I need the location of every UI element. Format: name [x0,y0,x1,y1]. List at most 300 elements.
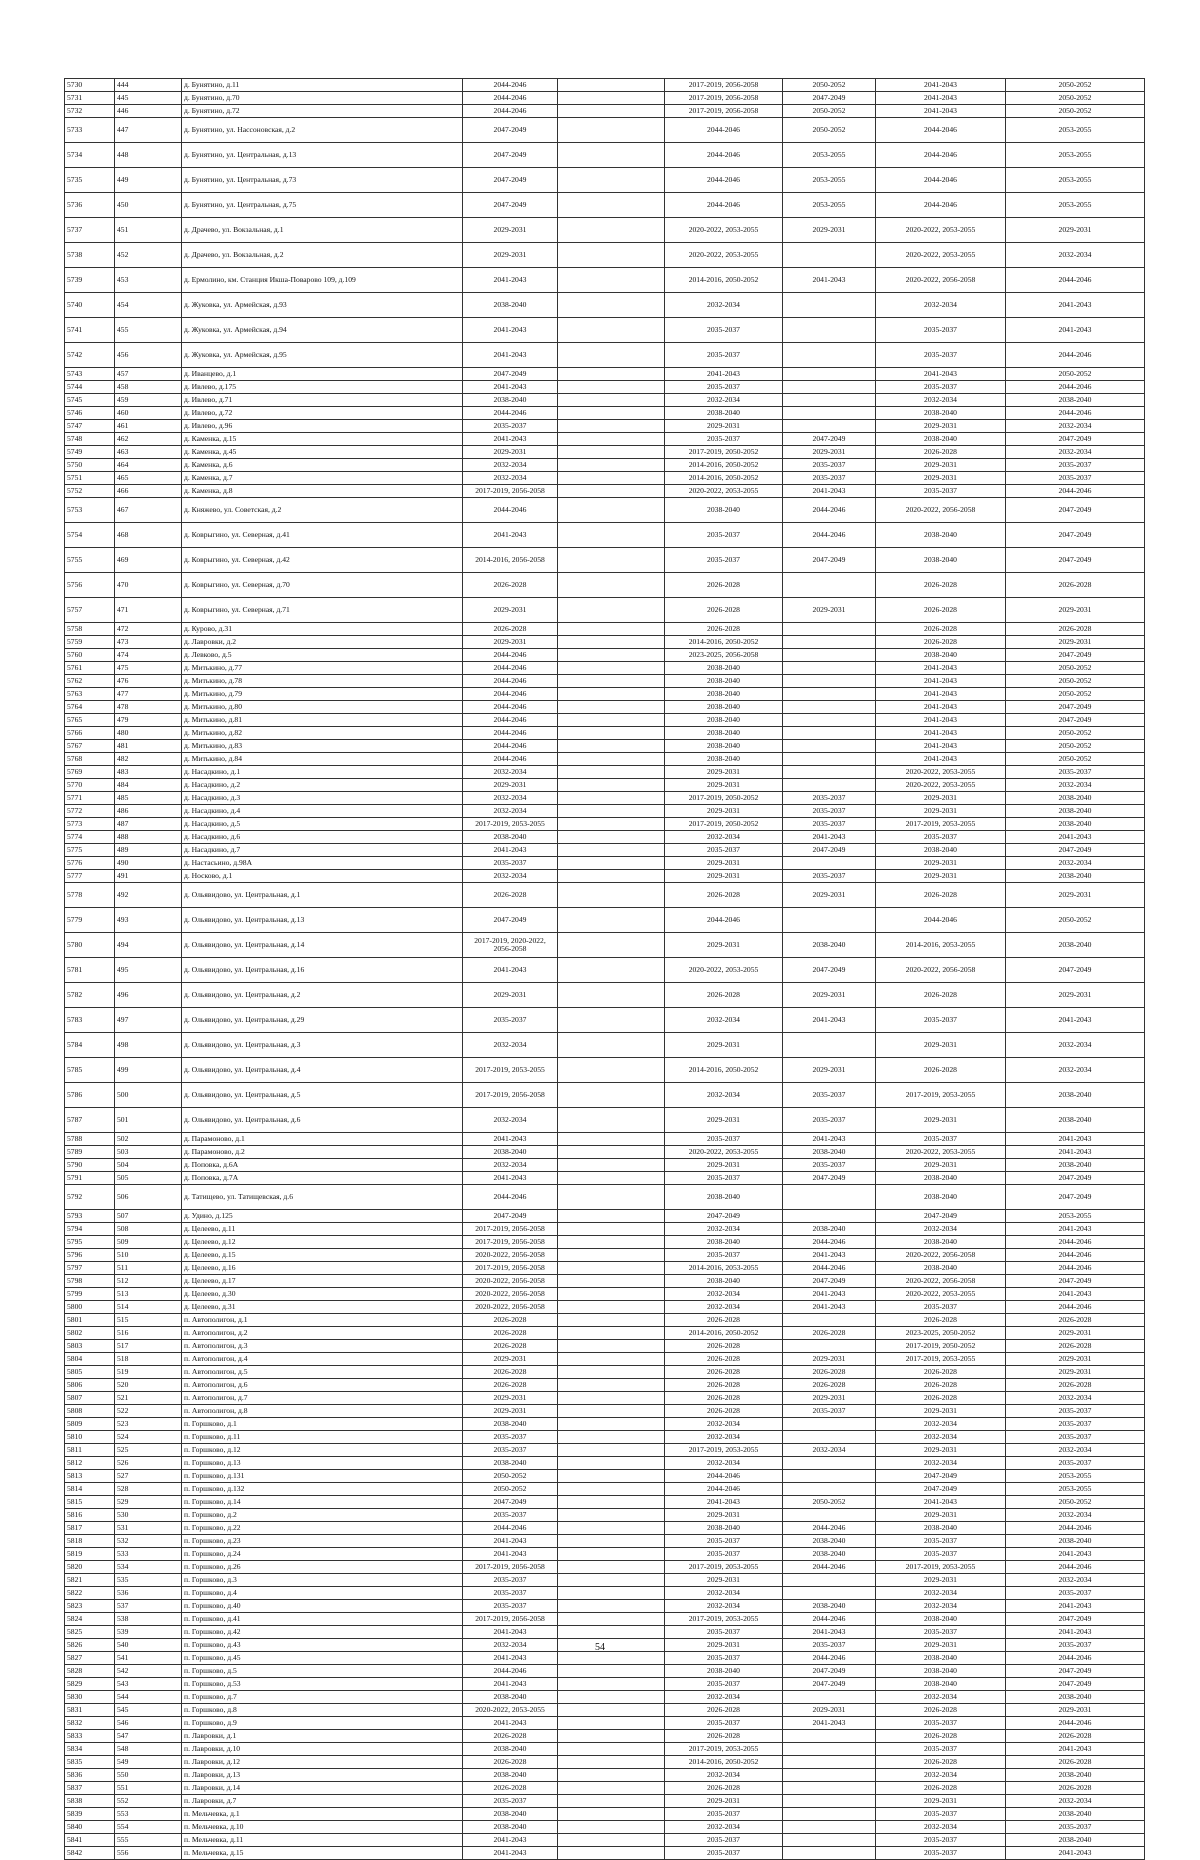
table-row [65,1834,1145,1847]
cell-period-c: 2029-2031 [665,1509,783,1522]
cell-period-b [558,394,665,407]
cell-item-number: 472 [115,623,182,636]
cell-period-f: 2053-2055 [1006,1210,1145,1223]
cell-period-d: 2029-2031 [783,1392,876,1405]
cell-item-number: 465 [115,472,182,485]
table-row [65,368,1145,381]
cell-item-number: 502 [115,1133,182,1146]
table-row [65,523,1145,548]
table-row [65,675,1145,688]
cell-period-e: 2026-2028 [876,1314,1006,1327]
cell-address: д. Насадкино, д.7 [182,844,463,857]
cell-period-b [558,1665,665,1678]
cell-period-f: 2038-2040 [1006,1535,1145,1548]
table-row [65,766,1145,779]
cell-period-d [783,857,876,870]
cell-address: д. Митькино, д.79 [182,688,463,701]
cell-row-index: 5791 [65,1172,115,1185]
cell-period-f: 2032-2034 [1006,420,1145,433]
cell-period-a: 2041-2043 [463,958,558,983]
cell-period-e: 2032-2034 [876,293,1006,318]
cell-row-index: 5784 [65,1033,115,1058]
cell-period-f: 2032-2034 [1006,1392,1145,1405]
cell-period-d [783,1821,876,1834]
cell-address: д. Ермолино, км. Станция Икша-Поварово 109, д.109 [182,268,463,293]
cell-period-c: 2044-2046 [665,168,783,193]
cell-period-f: 2029-2031 [1006,1327,1145,1340]
cell-item-number: 493 [115,908,182,933]
cell-address: д. Драчево, ул. Вокзальная, д.1 [182,218,463,243]
cell-address: п. Автополигон, д.6 [182,1379,463,1392]
cell-row-index: 5812 [65,1457,115,1470]
table-row [65,908,1145,933]
cell-period-f: 2050-2052 [1006,675,1145,688]
cell-period-e: 2035-2037 [876,343,1006,368]
cell-period-a: 2041-2043 [463,523,558,548]
cell-row-index: 5782 [65,983,115,1008]
table-row [65,1108,1145,1133]
cell-period-e: 2038-2040 [876,1613,1006,1626]
cell-period-d [783,573,876,598]
cell-item-number: 503 [115,1146,182,1159]
cell-period-f: 2035-2037 [1006,1639,1145,1652]
cell-row-index: 5758 [65,623,115,636]
cell-period-e: 2020-2022, 2053-2055 [876,779,1006,792]
cell-period-f: 2044-2046 [1006,1652,1145,1665]
cell-period-f: 2029-2031 [1006,636,1145,649]
cell-period-d: 2029-2031 [783,218,876,243]
cell-period-a: 2032-2034 [463,766,558,779]
table-row [65,1444,1145,1457]
cell-address: д. Каменка, д.8 [182,485,463,498]
cell-period-c: 2026-2028 [665,1704,783,1717]
cell-period-a: 2047-2049 [463,143,558,168]
cell-period-d: 2035-2037 [783,459,876,472]
cell-period-c: 2035-2037 [665,1626,783,1639]
cell-period-b [558,870,665,883]
cell-period-d: 2047-2049 [783,1275,876,1288]
cell-period-b [558,1704,665,1717]
cell-period-c: 2044-2046 [665,118,783,143]
cell-period-e: 2020-2022, 2056-2058 [876,1249,1006,1262]
cell-item-number: 480 [115,727,182,740]
cell-period-c: 2014-2016, 2053-2055 [665,1262,783,1275]
table-row [65,1756,1145,1769]
cell-item-number: 475 [115,662,182,675]
cell-address: д. Насадкино, д.5 [182,818,463,831]
cell-period-d: 2050-2052 [783,79,876,92]
cell-period-f: 2041-2043 [1006,1600,1145,1613]
cell-period-a: 2029-2031 [463,243,558,268]
cell-period-d: 2047-2049 [783,92,876,105]
cell-period-a: 2041-2043 [463,1535,558,1548]
cell-period-c: 2029-2031 [665,1574,783,1587]
cell-period-c: 2032-2034 [665,293,783,318]
cell-period-d [783,343,876,368]
cell-period-d: 2035-2037 [783,805,876,818]
cell-period-d: 2035-2037 [783,1159,876,1172]
cell-period-c: 2014-2016, 2050-2052 [665,1058,783,1083]
cell-address: п. Автополигон, д.5 [182,1366,463,1379]
table-row [65,105,1145,118]
cell-period-e: 2032-2034 [876,1821,1006,1834]
cell-period-c: 2032-2034 [665,1821,783,1834]
cell-address: д. Целеево, д.15 [182,1249,463,1262]
cell-address: д. Поповка, д.6А [182,1159,463,1172]
cell-period-b [558,1561,665,1574]
cell-period-a: 2041-2043 [463,343,558,368]
cell-period-e: 2041-2043 [876,368,1006,381]
cell-period-e: 2044-2046 [876,143,1006,168]
cell-period-a: 2044-2046 [463,688,558,701]
table-row [65,649,1145,662]
cell-period-b [558,118,665,143]
cell-item-number: 524 [115,1431,182,1444]
cell-item-number: 464 [115,459,182,472]
cell-address: п. Мельчевка, д.11 [182,1834,463,1847]
cell-address: п. Мельчевка, д.10 [182,1821,463,1834]
cell-period-d: 2041-2043 [783,1133,876,1146]
cell-period-a: 2044-2046 [463,740,558,753]
cell-period-b [558,1340,665,1353]
cell-address: д. Насадкино, д.1 [182,766,463,779]
cell-address: д. Ольявидово, ул. Центральная, д.1 [182,883,463,908]
cell-period-e: 2029-2031 [876,459,1006,472]
table-row [65,1405,1145,1418]
table-row [65,805,1145,818]
cell-address: п. Горшково, д.14 [182,1496,463,1509]
cell-period-a: 2026-2028 [463,573,558,598]
cell-item-number: 541 [115,1652,182,1665]
cell-period-f: 2026-2028 [1006,1379,1145,1392]
cell-period-e: 2026-2028 [876,983,1006,1008]
cell-period-a: 2041-2043 [463,1678,558,1691]
cell-item-number: 520 [115,1379,182,1392]
cell-period-e: 2044-2046 [876,908,1006,933]
table-row [65,1665,1145,1678]
cell-period-f: 2041-2043 [1006,1133,1145,1146]
cell-period-c: 2032-2034 [665,1223,783,1236]
cell-row-index: 5794 [65,1223,115,1236]
table-row [65,1379,1145,1392]
cell-row-index: 5772 [65,805,115,818]
cell-row-index: 5731 [65,92,115,105]
cell-period-b [558,485,665,498]
cell-period-c: 2026-2028 [665,1379,783,1392]
cell-period-c: 2038-2040 [665,498,783,523]
cell-period-f: 2032-2034 [1006,857,1145,870]
cell-period-c: 2017-2019, 2050-2052 [665,792,783,805]
cell-item-number: 467 [115,498,182,523]
cell-row-index: 5743 [65,368,115,381]
cell-address: п. Автополигон, д.1 [182,1314,463,1327]
cell-period-e: 2026-2028 [876,1366,1006,1379]
cell-period-b [558,598,665,623]
cell-period-f: 2053-2055 [1006,1483,1145,1496]
cell-period-d: 2053-2055 [783,168,876,193]
cell-row-index: 5792 [65,1185,115,1210]
cell-period-f: 2047-2049 [1006,1678,1145,1691]
cell-row-index: 5821 [65,1574,115,1587]
cell-period-a: 2038-2040 [463,293,558,318]
cell-row-index: 5837 [65,1782,115,1795]
cell-item-number: 481 [115,740,182,753]
cell-period-a: 2029-2031 [463,636,558,649]
cell-period-e: 2026-2028 [876,1058,1006,1083]
cell-period-e: 2035-2037 [876,1008,1006,1033]
cell-period-a: 2032-2034 [463,805,558,818]
cell-period-b [558,446,665,459]
cell-period-e: 2017-2019, 2050-2052 [876,1340,1006,1353]
cell-period-c: 2035-2037 [665,343,783,368]
cell-period-d [783,701,876,714]
cell-period-f: 2044-2046 [1006,268,1145,293]
cell-period-a: 2032-2034 [463,792,558,805]
cell-row-index: 5776 [65,857,115,870]
cell-item-number: 449 [115,168,182,193]
cell-period-e: 2017-2019, 2053-2055 [876,818,1006,831]
cell-period-b [558,1548,665,1561]
cell-address: п. Горшково, д.43 [182,1639,463,1652]
cell-address: д. Бунятино, ул. Нассоновская, д.2 [182,118,463,143]
cell-period-d [783,1483,876,1496]
table-row [65,1418,1145,1431]
cell-period-b [558,381,665,394]
cell-row-index: 5756 [65,573,115,598]
cell-item-number: 483 [115,766,182,779]
cell-address: д. Митькино, д.84 [182,753,463,766]
cell-period-b [558,727,665,740]
cell-period-a: 2041-2043 [463,381,558,394]
cell-period-d [783,368,876,381]
cell-row-index: 5806 [65,1379,115,1392]
cell-period-a: 2035-2037 [463,1795,558,1808]
cell-period-d: 2041-2043 [783,1717,876,1730]
table-row [65,1146,1145,1159]
cell-period-c: 2044-2046 [665,193,783,218]
cell-period-b [558,1626,665,1639]
cell-period-e: 2038-2040 [876,844,1006,857]
cell-period-b [558,1743,665,1756]
cell-period-f: 2029-2031 [1006,1704,1145,1717]
table-row [65,446,1145,459]
cell-period-f: 2047-2049 [1006,958,1145,983]
cell-item-number: 491 [115,870,182,883]
cell-period-e: 2029-2031 [876,1795,1006,1808]
cell-period-e: 2029-2031 [876,1405,1006,1418]
cell-period-c: 2035-2037 [665,1535,783,1548]
cell-period-f: 2038-2040 [1006,1108,1145,1133]
cell-period-b [558,1509,665,1522]
cell-period-c: 2038-2040 [665,407,783,420]
cell-address: д. Митькино, д.82 [182,727,463,740]
cell-period-a: 2047-2049 [463,168,558,193]
table-row [65,983,1145,1008]
cell-period-b [558,498,665,523]
cell-item-number: 507 [115,1210,182,1223]
table-row [65,1782,1145,1795]
table-row [65,844,1145,857]
cell-period-b [558,1405,665,1418]
cell-period-c: 2035-2037 [665,1548,783,1561]
cell-row-index: 5833 [65,1730,115,1743]
cell-period-f: 2050-2052 [1006,688,1145,701]
cell-row-index: 5748 [65,433,115,446]
table-row [65,459,1145,472]
cell-period-a: 2020-2022, 2053-2055 [463,1704,558,1717]
table-row [65,498,1145,523]
cell-period-e: 2038-2040 [876,1172,1006,1185]
table-row [65,79,1145,92]
cell-period-d [783,1769,876,1782]
cell-period-b [558,1457,665,1470]
cell-period-c: 2044-2046 [665,1470,783,1483]
cell-period-f: 2050-2052 [1006,908,1145,933]
cell-address: п. Горшково, д.23 [182,1535,463,1548]
cell-period-b [558,818,665,831]
cell-period-d: 2029-2031 [783,1058,876,1083]
cell-period-e: 2038-2040 [876,1652,1006,1665]
cell-period-d: 2029-2031 [783,883,876,908]
table-row [65,318,1145,343]
cell-row-index: 5801 [65,1314,115,1327]
cell-period-b [558,701,665,714]
cell-period-a: 2044-2046 [463,753,558,766]
cell-item-number: 489 [115,844,182,857]
cell-address: д. Ольявидово, ул. Центральная, д.13 [182,908,463,933]
cell-period-b [558,407,665,420]
cell-row-index: 5800 [65,1301,115,1314]
cell-row-index: 5742 [65,343,115,368]
cell-period-a: 2026-2028 [463,1314,558,1327]
cell-item-number: 447 [115,118,182,143]
cell-item-number: 501 [115,1108,182,1133]
cell-item-number: 534 [115,1561,182,1574]
cell-period-d: 2029-2031 [783,1704,876,1717]
cell-period-f: 2029-2031 [1006,1366,1145,1379]
cell-period-d [783,1033,876,1058]
cell-period-e: 2032-2034 [876,1587,1006,1600]
cell-item-number: 540 [115,1639,182,1652]
cell-period-a: 2044-2046 [463,1185,558,1210]
cell-period-b [558,1470,665,1483]
cell-period-b [558,1327,665,1340]
cell-period-e: 2026-2028 [876,1379,1006,1392]
cell-period-a: 2038-2040 [463,1769,558,1782]
cell-period-b [558,573,665,598]
cell-period-d: 2050-2052 [783,105,876,118]
cell-period-e: 2026-2028 [876,1782,1006,1795]
cell-period-c: 2017-2019, 2053-2055 [665,1444,783,1457]
cell-period-a: 2038-2040 [463,1821,558,1834]
cell-period-f: 2047-2049 [1006,548,1145,573]
cell-period-c: 2014-2016, 2050-2052 [665,268,783,293]
cell-period-c: 2041-2043 [665,368,783,381]
cell-period-a: 2035-2037 [463,1574,558,1587]
cell-item-number: 460 [115,407,182,420]
cell-row-index: 5757 [65,598,115,623]
cell-period-b [558,1146,665,1159]
cell-period-c: 2020-2022, 2053-2055 [665,958,783,983]
cell-address: п. Горшково, д.13 [182,1457,463,1470]
cell-item-number: 511 [115,1262,182,1275]
cell-period-c: 2032-2034 [665,1691,783,1704]
table-row [65,1058,1145,1083]
cell-period-a: 2029-2031 [463,779,558,792]
cell-period-a: 2035-2037 [463,1509,558,1522]
cell-item-number: 471 [115,598,182,623]
cell-period-c: 2044-2046 [665,1483,783,1496]
cell-address: д. Насадкино, д.2 [182,779,463,792]
cell-period-a: 2041-2043 [463,1548,558,1561]
cell-period-b [558,636,665,649]
table-row [65,1743,1145,1756]
cell-address: д. Ольявидово, ул. Центральная, д.6 [182,1108,463,1133]
cell-period-a: 2020-2022, 2056-2058 [463,1288,558,1301]
cell-period-a: 2041-2043 [463,1626,558,1639]
cell-period-a: 2017-2019, 2056-2058 [463,1223,558,1236]
cell-period-c: 2032-2034 [665,1301,783,1314]
cell-period-e: 2032-2034 [876,1600,1006,1613]
cell-period-a: 2044-2046 [463,727,558,740]
cell-period-a: 2044-2046 [463,92,558,105]
cell-item-number: 545 [115,1704,182,1717]
cell-period-c: 2035-2037 [665,548,783,573]
cell-period-f: 2032-2034 [1006,1795,1145,1808]
cell-period-f: 2053-2055 [1006,118,1145,143]
table-row [65,1600,1145,1613]
cell-period-b [558,343,665,368]
cell-period-c: 2020-2022, 2053-2055 [665,485,783,498]
cell-period-d [783,753,876,766]
cell-period-b [558,1522,665,1535]
cell-period-e: 2038-2040 [876,407,1006,420]
cell-period-c: 2017-2019, 2050-2052 [665,446,783,459]
cell-item-number: 535 [115,1574,182,1587]
cell-period-f: 2053-2055 [1006,143,1145,168]
cell-period-c: 2026-2028 [665,1353,783,1366]
cell-period-b [558,1600,665,1613]
cell-row-index: 5820 [65,1561,115,1574]
cell-period-e: 2047-2049 [876,1210,1006,1223]
cell-period-e: 2017-2019, 2053-2055 [876,1561,1006,1574]
cell-period-c: 2032-2034 [665,1418,783,1431]
cell-item-number: 497 [115,1008,182,1033]
cell-item-number: 547 [115,1730,182,1743]
table-row [65,636,1145,649]
cell-period-e: 2029-2031 [876,420,1006,433]
cell-period-e: 2026-2028 [876,1730,1006,1743]
cell-period-b [558,1159,665,1172]
cell-address: д. Бунятино, д.70 [182,92,463,105]
cell-row-index: 5796 [65,1249,115,1262]
cell-item-number: 487 [115,818,182,831]
cell-period-e: 2020-2022, 2053-2055 [876,1288,1006,1301]
cell-address: п. Горшково, д.4 [182,1587,463,1600]
table-row [65,1496,1145,1509]
cell-period-c: 2035-2037 [665,1652,783,1665]
cell-row-index: 5749 [65,446,115,459]
cell-period-a: 2029-2031 [463,598,558,623]
table-row [65,1288,1145,1301]
cell-row-index: 5760 [65,649,115,662]
cell-address: п. Горшково, д.7 [182,1691,463,1704]
cell-period-a: 2047-2049 [463,368,558,381]
table-row [65,1210,1145,1223]
cell-period-e: 2020-2022, 2053-2055 [876,766,1006,779]
cell-period-d [783,1340,876,1353]
cell-period-a: 2026-2028 [463,1379,558,1392]
